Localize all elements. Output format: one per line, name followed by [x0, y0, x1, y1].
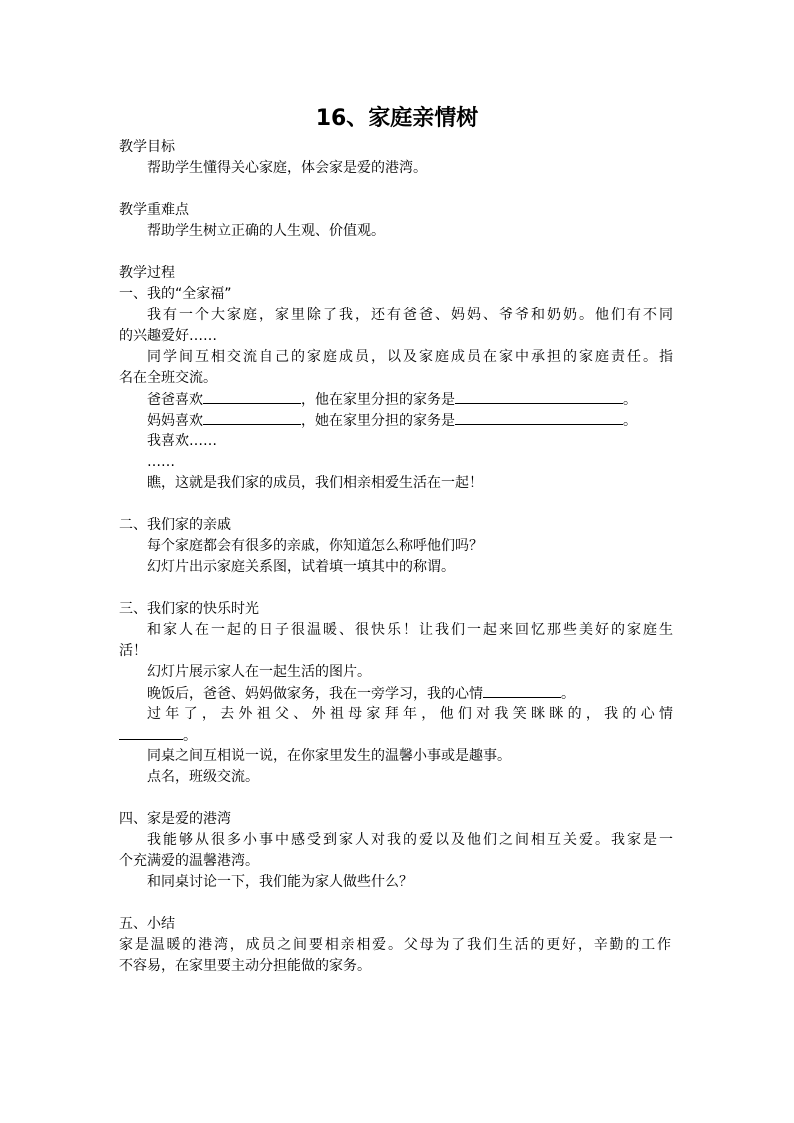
section-5-heading: 五、小结 [119, 916, 175, 932]
dad-chores-blank [455, 389, 623, 404]
mood-blank [483, 683, 561, 698]
summary-line-2: 不容易，在家里要主动分担能做的家务。 [119, 958, 371, 974]
section-3-paragraph-5: 同桌之间互相说一说，在你家里发生的温馨小事或是趣事。 [147, 748, 511, 764]
section-1-paragraph-1-line-2: 的兴趣爱好…… [119, 328, 217, 344]
section-2-heading: 二、我们家的亲戚 [119, 517, 231, 533]
dad-chores-label: ，他在家里分担的家务是 [301, 392, 455, 408]
document-title: 16、家庭亲情树 [315, 106, 479, 131]
mom-fill-in-line [147, 410, 637, 432]
section-3-paragraph-2: 幻灯片展示家人在一起生活的图片。 [147, 664, 371, 680]
section-4-paragraph-2: 和同桌讨论一下，我们能为家人做些什么？ [147, 874, 413, 890]
dad-line-period: 。 [623, 392, 637, 408]
new-year-period: 。 [183, 728, 197, 744]
section-3-new-year-line: 过年了，去外祖父、外祖母家拜年，他们对我笑眯眯的，我的心情 [147, 706, 673, 722]
mood-period: 。 [561, 686, 575, 702]
section-1-paragraph-1-line-1: 我有一个大家庭，家里除了我，还有爸爸、妈妈、爷爷和奶奶。他们有不同 [147, 307, 673, 323]
mom-chores-label: ，她在家里分担的家务是 [301, 413, 455, 429]
section-1-closing: 瞧，这就是我们家的成员，我们相亲相爱生活在一起！ [147, 475, 483, 491]
section-1-heading: 一、我的“全家福” [119, 286, 232, 302]
mom-chores-blank [455, 410, 623, 425]
mood-prompt: 晚饭后，爸爸、妈妈做家务，我在一旁学习，我的心情 [147, 686, 483, 702]
mom-line-period: 。 [623, 413, 637, 429]
ellipsis-line: …… [147, 454, 175, 470]
section-3-heading: 三、我们家的快乐时光 [119, 601, 259, 617]
summary-line-1: 家是温暖的港湾，成员之间要相亲相爱。父母为了我们生活的更好，辛勤的工作 [119, 937, 671, 953]
dad-fill-in-line [147, 389, 637, 411]
dad-likes-label: 爸爸喜欢 [147, 392, 203, 408]
section-3-mood-line [147, 683, 575, 705]
new-year-mood-blank [119, 725, 183, 740]
process-heading: 教学过程 [119, 265, 175, 281]
section-3-paragraph-1-line-1: 和家人在一起的日子很温暖、很快乐！让我们一起来回忆那些美好的家庭生 [147, 622, 673, 638]
key-points-text: 帮助学生树立正确的人生观、价值观。 [147, 223, 385, 239]
section-4-paragraph-1-line-2: 个充满爱的温馨港湾。 [119, 853, 259, 869]
section-4-paragraph-1-line-1: 我能够从很多小事中感受到家人对我的爱以及他们之间相互关爱。我家是一 [147, 832, 673, 848]
mom-likes-label: 妈妈喜欢 [147, 413, 203, 429]
section-3-paragraph-6: 点名，班级交流。 [147, 769, 259, 785]
me-likes-line: 我喜欢…… [147, 433, 217, 449]
section-1-paragraph-2-line-1: 同学间互相交流自己的家庭成员，以及家庭成员在家中承担的家庭责任。指 [147, 349, 673, 365]
mom-likes-blank [203, 410, 301, 425]
section-4-heading: 四、家是爱的港湾 [119, 811, 231, 827]
section-2-paragraph-2: 幻灯片出示家庭关系图，试着填一填其中的称谓。 [147, 559, 455, 575]
objectives-text: 帮助学生懂得关心家庭，体会家是爱的港湾。 [147, 160, 427, 176]
section-2-paragraph-1: 每个家庭都会有很多的亲戚，你知道怎么称呼他们吗？ [147, 538, 483, 554]
key-points-heading: 教学重难点 [119, 202, 189, 218]
section-1-paragraph-2-line-2: 名在全班交流。 [119, 370, 217, 386]
section-3-paragraph-1-line-2: 活！ [119, 643, 147, 659]
section-3-new-year-blank-line [119, 725, 197, 747]
dad-likes-blank [203, 389, 301, 404]
objectives-heading: 教学目标 [119, 139, 175, 155]
